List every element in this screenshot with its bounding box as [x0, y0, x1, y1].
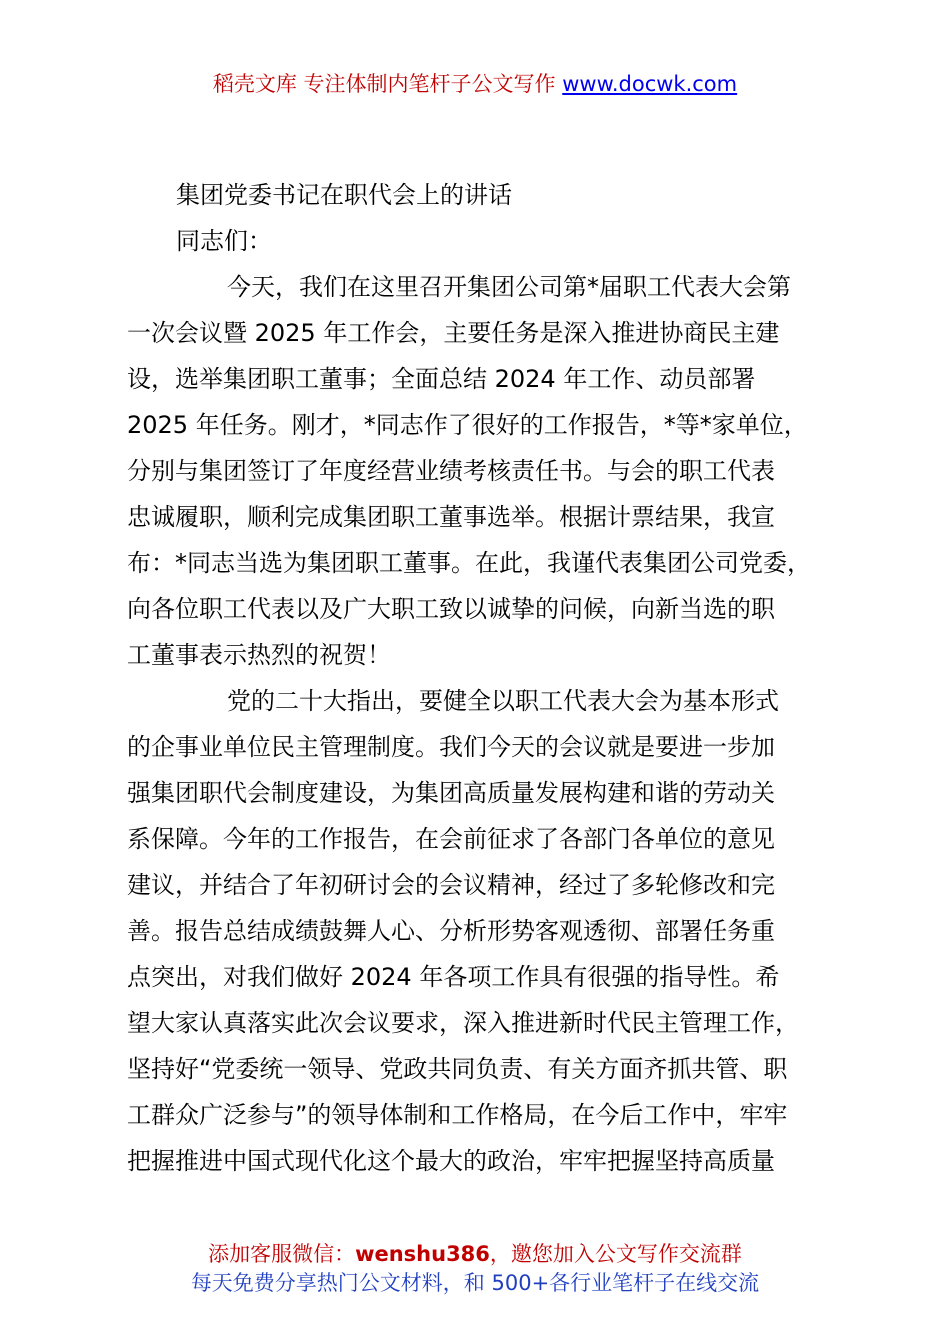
banner-url-link[interactable]: www.docwk.com [562, 72, 738, 96]
paragraph-1-line: 分别与集团签订了年度经营业绩考核责任书。与会的职工代表 [127, 457, 775, 485]
paragraph-2-line: 强集团职代会制度建设，为集团高质量发展构建和谐的劳动关 [127, 779, 775, 807]
footer-wechat-suffix: ，邀您加入公文写作交流群 [489, 1242, 742, 1266]
paragraph-2-line: 系保障。今年的工作报告，在会前征求了各部门各单位的意见 [127, 825, 775, 853]
footer-wechat-prefix: 添加客服微信： [208, 1242, 356, 1266]
paragraph-2-line: 点突出，对我们做好 2024 年各项工作具有很强的指导性。希 [127, 963, 780, 991]
paragraph-1-line: 工董事表示热烈的祝贺！ [127, 641, 391, 669]
paragraph-2-line: 善。报告总结成绩鼓舞人心、分析形势客观透彻、部署任务重 [127, 917, 775, 945]
banner-brand-text: 稻壳文库 专注体制内笔杆子公文写作 [212, 72, 556, 96]
paragraph-1-line: 忠诚履职，顺利完成集团职工董事选举。根据计票结果，我宣 [127, 503, 775, 531]
paragraph-2-line: 党的二十大指出，要健全以职工代表大会为基本形式 [227, 687, 779, 715]
salutation: 同志们： [176, 227, 272, 255]
document-body [127, 172, 847, 1184]
paragraph-1-line: 设，选举集团职工董事；全面总结 2024 年工作、动员部署 [127, 365, 756, 393]
footer-wechat-id: wenshu386 [355, 1242, 490, 1266]
paragraph-1-line: 一次会议暨 2025 年工作会，主要任务是深入推进协商民主建 [127, 319, 780, 347]
site-banner [0, 68, 950, 100]
paragraph-1-line: 布：*同志当选为集团职工董事。在此，我谨代表集团公司党委， [127, 549, 811, 577]
footer-wechat-line [0, 1240, 950, 1269]
document-title: 集团党委书记在职代会上的讲话 [176, 181, 512, 209]
footer-share-line: 每天免费分享热门公文材料，和 500+各行业笔杆子在线交流 [190, 1271, 760, 1295]
paragraph-2-line: 工群众广泛参与”的领导体制和工作格局，在今后工作中，牢牢 [127, 1101, 788, 1129]
paragraph-2-line: 坚持好“党委统一领导、党政共同负责、有关方面齐抓共管、职 [127, 1055, 788, 1083]
paragraph-2-line: 的企事业单位民主管理制度。我们今天的会议就是要进一步加 [127, 733, 775, 761]
paragraph-1-line: 今天，我们在这里召开集团公司第*届职工代表大会第 [227, 273, 791, 301]
paragraph-2-line: 把握推进中国式现代化这个最大的政治，牢牢把握坚持高质量 [127, 1147, 775, 1175]
paragraph-1-line: 向各位职工代表以及广大职工致以诚挚的问候，向新当选的职 [127, 595, 775, 623]
promo-footer [0, 1240, 950, 1298]
paragraph-2-line: 建议，并结合了年初研讨会的会议精神，经过了多轮修改和完 [127, 871, 775, 899]
paragraph-2-line: 望大家认真落实此次会议要求，深入推进新时代民主管理工作， [127, 1009, 799, 1037]
paragraph-1-line: 2025 年任务。刚才，*同志作了很好的工作报告，*等*家单位， [127, 411, 808, 439]
